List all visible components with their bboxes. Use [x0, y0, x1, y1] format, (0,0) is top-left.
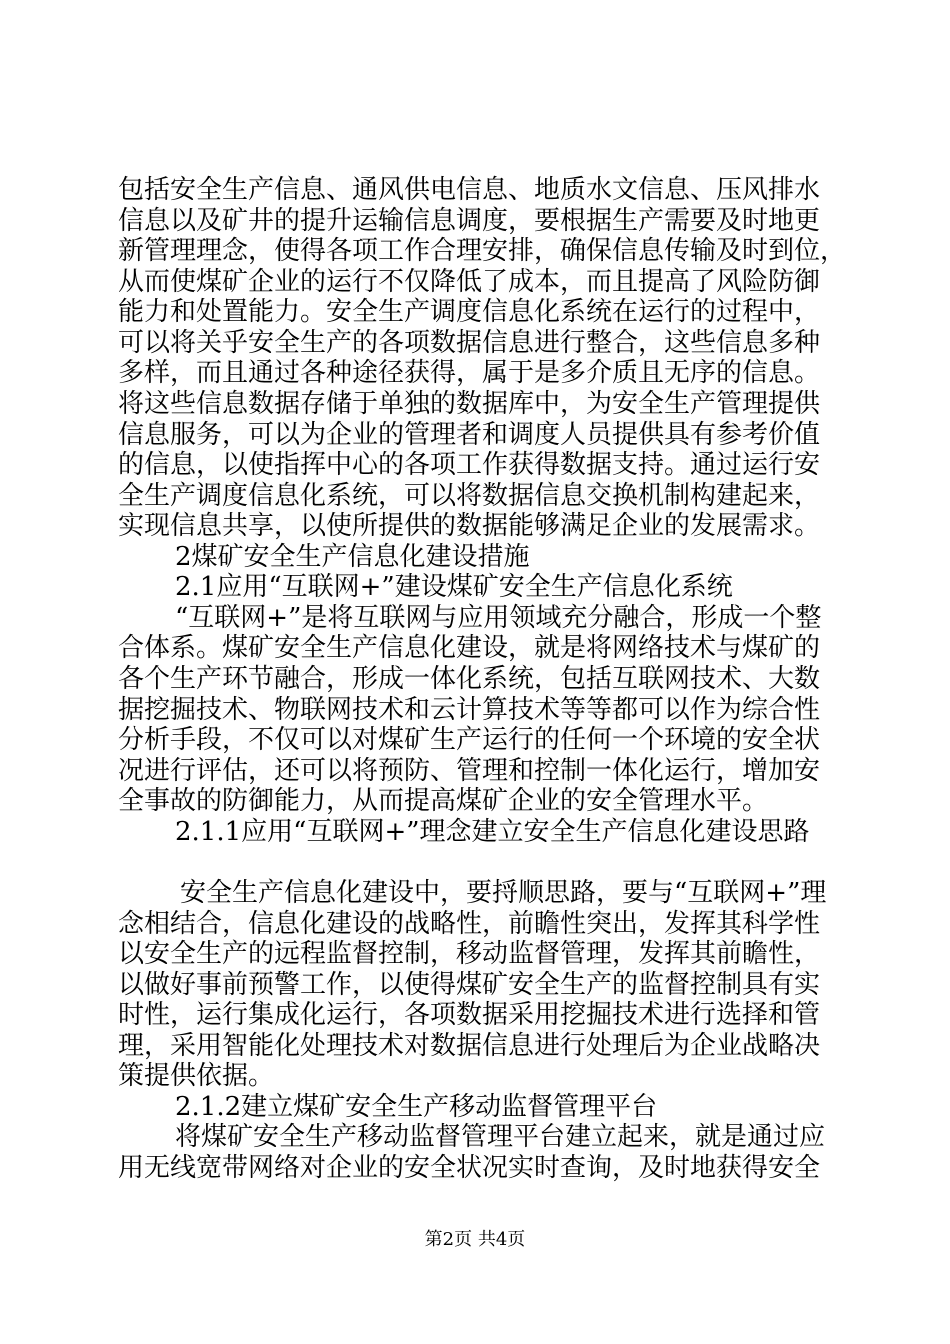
- body-text-line: 念相结合，信息化建设的战略性，前瞻性突出，发挥其科学性: [118, 909, 821, 939]
- body-text-line: 各个生产环节融合，形成一体化系统，包括互联网技术、大数: [118, 664, 821, 694]
- subsection-heading: 2.1应用“互联网+”建设煤矿安全生产信息化系统: [175, 572, 733, 602]
- body-text-line: 况进行评估，还可以将预防、管理和控制一体化运行，增加安: [118, 756, 821, 786]
- body-text-line: 的信息，以使指挥中心的各项工作获得数据支持。通过运行安: [118, 450, 821, 480]
- body-text-line: 策提供依据。: [118, 1061, 275, 1091]
- section-heading: 2煤矿安全生产信息化建设措施: [175, 542, 530, 572]
- body-text-line: 包括安全生产信息、通风供电信息、地质水文信息、压风排水: [118, 175, 821, 205]
- body-text-line: 安全生产信息化建设中，要捋顺思路，要与“互联网+”理: [180, 878, 827, 908]
- body-text-line: 以安全生产的远程监督控制，移动监督管理，发挥其前瞻性，: [118, 939, 821, 969]
- body-text-line: 以做好事前预警工作，以使得煤矿安全生产的监督控制具有实: [118, 970, 821, 1000]
- body-text-line: 时性，运行集成化运行，各项数据采用挖掘技术进行选择和管: [118, 1000, 821, 1030]
- body-text-line: 多样，而且通过各种途径获得，属于是多介质且无序的信息。: [118, 358, 821, 388]
- body-text-line: 实现信息共享，以使所提供的数据能够满足企业的发展需求。: [118, 511, 821, 541]
- body-text-line: 据挖掘技术、物联网技术和云计算技术等等都可以作为综合性: [118, 695, 821, 725]
- body-text-line: 全事故的防御能力，从而提高煤矿企业的安全管理水平。: [118, 786, 769, 816]
- body-text-line: 合体系。煤矿安全生产信息化建设，就是将网络技术与煤矿的: [118, 633, 821, 663]
- body-text-line: 能力和处置能力。安全生产调度信息化系统在运行的过程中，: [118, 297, 821, 327]
- body-text-line: 用无线宽带网络对企业的安全状况实时查询，及时地获得安全: [118, 1153, 821, 1183]
- subsection-heading: 2.1.1应用“互联网+”理念建立安全生产信息化建设思路: [175, 817, 810, 847]
- page-footer: 第2页 共4页: [424, 1229, 526, 1250]
- body-text-line: “互联网+”是将互联网与应用领域充分融合，形成一个整: [175, 603, 822, 633]
- body-text-line: 理，采用智能化处理技术对数据信息进行处理后为企业战略决: [118, 1031, 821, 1061]
- body-text-line: 全生产调度信息化系统，可以将数据信息交换机制构建起来，: [118, 481, 821, 511]
- body-text-line: 分析手段，不仅可以对煤矿生产运行的任何一个环境的安全状: [118, 725, 821, 755]
- body-text-line: 将这些信息数据存储于单独的数据库中，为安全生产管理提供: [118, 389, 821, 419]
- body-text-line: 信息以及矿井的提升运输信息调度，要根据生产需要及时地更: [118, 206, 821, 236]
- body-text-line: 新管理理念，使得各项工作合理安排，确保信息传输及时到位，: [118, 236, 847, 266]
- body-text-line: 可以将关乎安全生产的各项数据信息进行整合，这些信息多种: [118, 328, 821, 358]
- body-text-line: 将煤矿安全生产移动监督管理平台建立起来，就是通过应: [175, 1122, 826, 1152]
- body-text-line: 从而使煤矿企业的运行不仅降低了成本，而且提高了风险防御: [118, 267, 821, 297]
- subsection-heading: 2.1.2建立煤矿安全生产移动监督管理平台: [175, 1092, 658, 1122]
- body-text-line: 信息服务，可以为企业的管理者和调度人员提供具有参考价值: [118, 420, 821, 450]
